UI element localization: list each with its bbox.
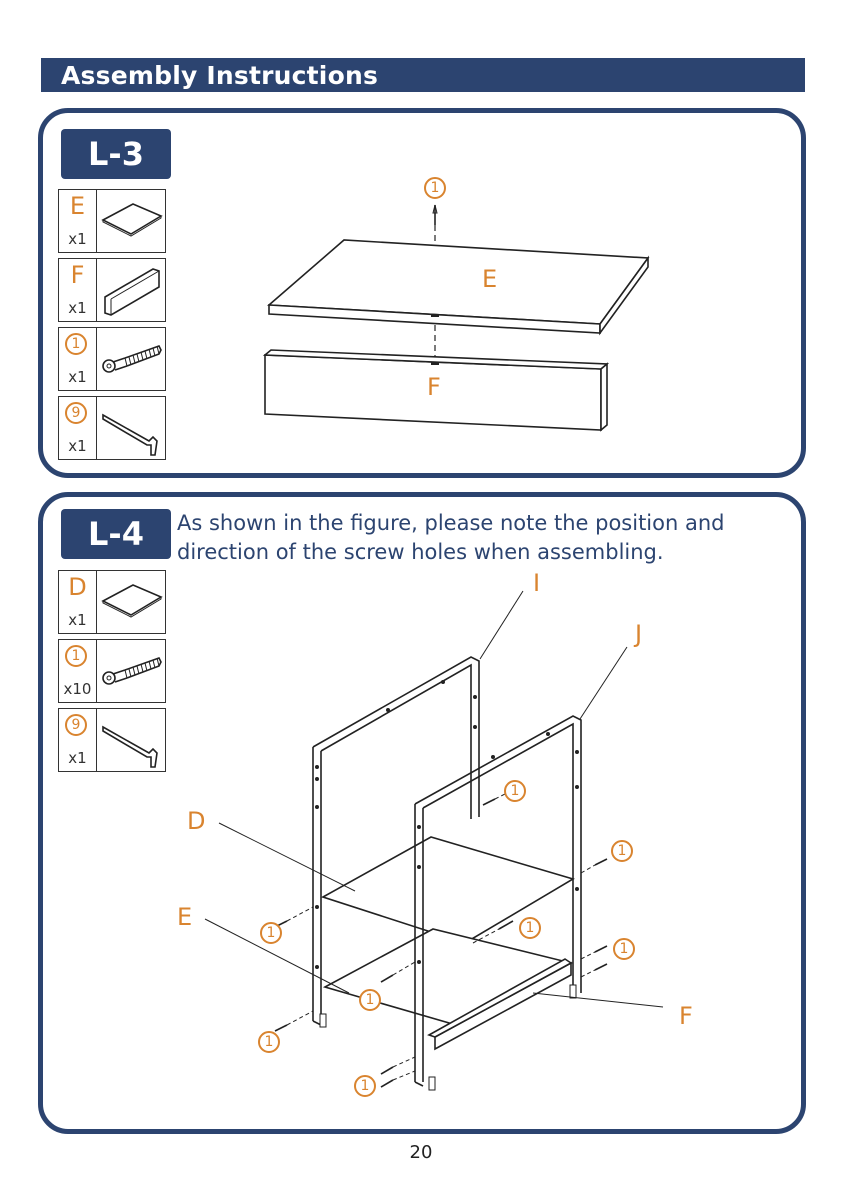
- step-badge: L-3: [61, 129, 171, 179]
- part-qty: x1: [68, 299, 87, 317]
- screw-callout: 1: [519, 917, 541, 939]
- screw-callout: 1: [611, 840, 633, 862]
- screw-callout: 1: [260, 922, 282, 944]
- part-qty: x1: [68, 611, 87, 629]
- part-id: 1: [65, 333, 87, 355]
- part-qty: x1: [68, 437, 87, 455]
- part-id: F: [70, 261, 85, 289]
- part-label-f: F: [679, 1002, 693, 1030]
- part-label-d: D: [187, 807, 206, 835]
- step-l4-panel: [38, 492, 806, 1134]
- assembly-note: As shown in the figure, please note the position and direction of the screw holes when assembling.: [177, 511, 725, 564]
- section-title: Assembly Instructions: [61, 61, 379, 90]
- part-label-f: F: [427, 373, 441, 401]
- part-label-e: E: [177, 903, 193, 931]
- assembly-figure-l3: [43, 113, 801, 473]
- part-label-e: E: [482, 265, 498, 293]
- part-qty: x1: [68, 368, 87, 386]
- screw-callout: 1: [424, 177, 446, 199]
- part-qty: x1: [68, 230, 87, 248]
- screw-callout: 1: [354, 1075, 376, 1097]
- part-label-i: I: [533, 569, 541, 597]
- part-label-j: J: [635, 620, 643, 648]
- part-id: E: [69, 192, 86, 220]
- page-number: 20: [409, 1142, 433, 1163]
- section-header: [41, 58, 805, 92]
- step-l3-panel: [38, 108, 806, 478]
- part-qty: x1: [68, 749, 87, 767]
- part-qty: x10: [63, 680, 92, 698]
- screw-callout: 1: [258, 1031, 280, 1053]
- step-badge: L-4: [61, 509, 171, 559]
- part-id: 9: [65, 714, 87, 736]
- screw-callout: 1: [359, 989, 381, 1011]
- part-id: 9: [65, 402, 87, 424]
- screw-callout: 1: [613, 938, 635, 960]
- part-id: D: [68, 573, 87, 601]
- part-id: 1: [65, 645, 87, 667]
- assembly-figure-l4: [43, 497, 801, 1129]
- screw-callout: 1: [504, 780, 526, 802]
